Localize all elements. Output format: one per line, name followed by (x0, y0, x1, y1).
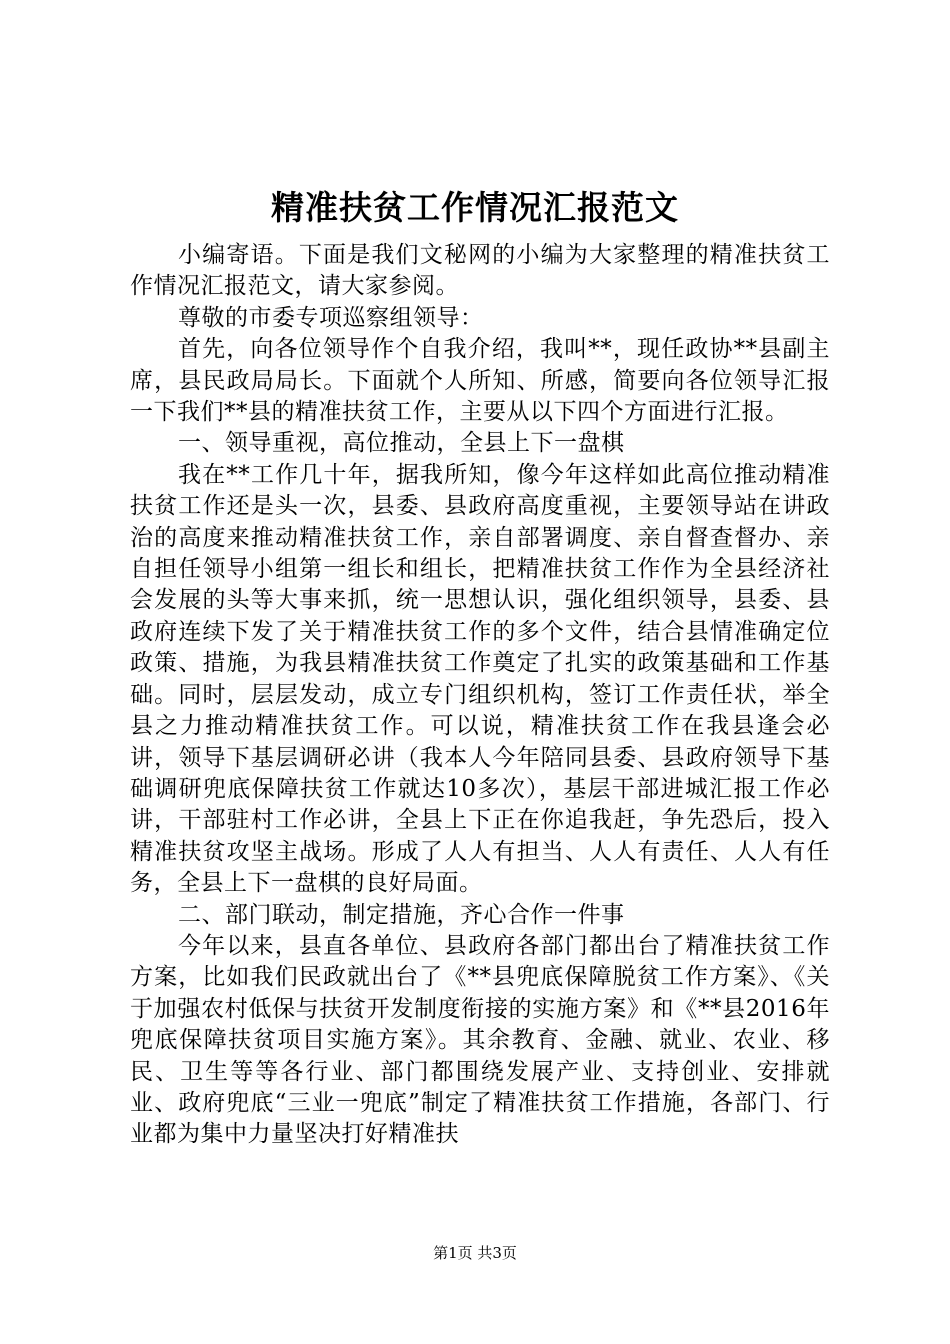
paragraph-salutation: 尊敬的市委专项巡察组领导： (178, 304, 484, 331)
section-heading-2: 二、部门联动，制定措施，齐心合作一件事 (178, 901, 625, 928)
document-body (130, 240, 830, 1151)
paragraph-self-introduction: 首先，向各位领导作个自我介绍，我叫**，现任政协**县副主席，县民政局局长。下面就个人所知、所感，简要向各位领导汇报一下我们**县的精准扶贫工作，主要从以下四个方面进行汇报。 (130, 336, 830, 426)
paragraph-intro: 小编寄语。下面是我们文秘网的小编为大家整理的精准扶贫工作情况汇报范文，请大家参阅。 (130, 242, 830, 300)
paragraph-section-2: 今年以来，县直各单位、县政府各部门都出台了精准扶贫工作方案，比如我们民政就出台了《**县兜底保障脱贫工作方案》、《关于加强农村低保与扶贫开发制度衔接的实施方案》和《**县2016年兜底保障扶贫项目实施方案》。其余教育、金融、就业、农业、移民、卫生等等各行业、部门都围绕发展产业、支持创业、安排就业、政府兜底“三业一兜底”制定了精准扶贫工作措施，各部门、行业都为集中力量坚决打好精准扶 (130, 932, 830, 1148)
document-title: 精准扶贫工作情况汇报范文 (271, 188, 679, 227)
page-number-footer: 第1页 共3页 (433, 1244, 517, 1262)
section-heading-1: 一、领导重视，高位推动，全县上下一盘棋 (178, 430, 625, 457)
paragraph-section-1: 我在**工作几十年，据我所知，像今年这样如此高位推动精准扶贫工作还是头一次，县委、县政府高度重视，主要领导站在讲政治的高度来推动精准扶贫工作，亲自部署调度、亲自督查督办、亲自担任领导小组第一组长和组长，把精准扶贫工作作为全县经济社会发展的头等大事来抓，统一思想认识，强化组织领导，县委、县政府连续下发了关于精准扶贫工作的多个文件，结合县情准确定位政策、措施，为我县精准扶贫工作奠定了扎实的政策基础和工作基础。同时，层层发动，成立专门组织机构，签订工作责任状，举全县之力推动精准扶贫工作。可以说，精准扶贫工作在我县逢会必讲，领导下基层调研必讲（我本人今年陪同县委、县政府领导下基础调研兜底保障扶贫工作就达10多次），基层干部进城汇报工作必讲，干部驻村工作必讲，全县上下正在你追我赶，争先恐后，投入精准扶贫攻坚主战场。形成了人人有担当、人人有责任、人人有任务，全县上下一盘棋的良好局面。 (130, 461, 830, 897)
